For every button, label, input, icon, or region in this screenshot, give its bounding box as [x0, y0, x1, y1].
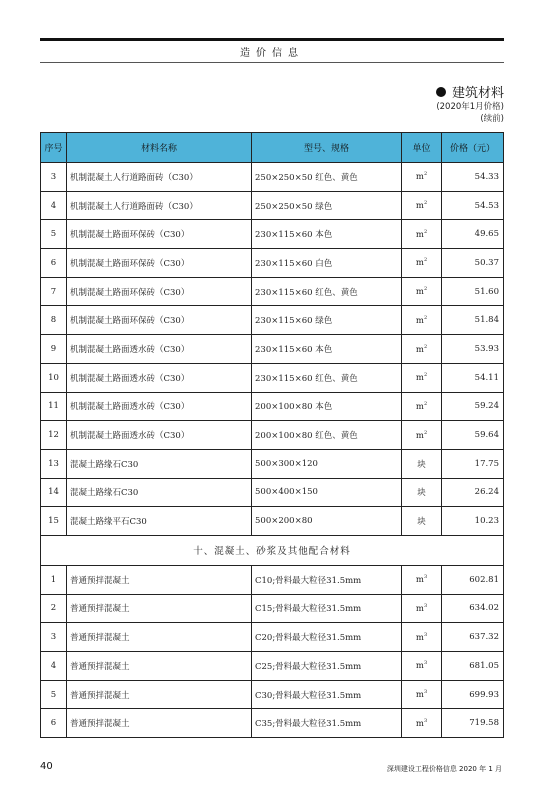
cell-no: 3: [41, 163, 67, 192]
cell-unit: [402, 306, 442, 335]
unit-base: m: [415, 430, 424, 441]
cell-unit: [402, 220, 442, 249]
cell-name: 机制混凝土路面环保砖（C30）: [67, 220, 252, 249]
cell-no: 9: [41, 335, 67, 364]
unit-base: m: [415, 401, 424, 412]
unit-exponent: 3: [423, 660, 428, 667]
cell-no: 15: [41, 507, 67, 536]
unit-base: 块: [417, 517, 426, 528]
table-row: [41, 478, 504, 507]
cell-price: 10.23: [442, 507, 504, 536]
unit-exponent: 2: [423, 343, 428, 350]
cell-price: 17.75: [442, 449, 504, 478]
cell-no: 5: [41, 220, 67, 249]
cell-no: 4: [41, 191, 67, 220]
cell-no: 2: [41, 594, 67, 623]
table-row: [41, 421, 504, 450]
cell-name: 混凝土路缘石C30: [67, 478, 252, 507]
cell-unit: [402, 335, 442, 364]
cell-name: 普通预拌混凝土: [67, 652, 252, 681]
header-top-rule: [40, 38, 504, 41]
cell-no: 4: [41, 652, 67, 681]
section-heading-cell: 十、混凝土、砂浆及其他配合材料: [41, 535, 504, 565]
cell-unit: [402, 565, 442, 594]
cell-name: 机制混凝土路面透水砖（C30）: [67, 392, 252, 421]
cell-name: 普通预拌混凝土: [67, 565, 252, 594]
cell-price: 637.32: [442, 623, 504, 652]
cell-no: 11: [41, 392, 67, 421]
unit-exponent: 2: [423, 429, 428, 436]
cell-price: 54.53: [442, 191, 504, 220]
cell-no: 12: [41, 421, 67, 450]
price-table: [40, 132, 504, 738]
unit-base: m: [415, 718, 424, 729]
unit-exponent: 2: [423, 200, 428, 207]
cell-spec: 250×250×50 红色、黄色: [252, 163, 402, 192]
unit-base: m: [415, 689, 424, 700]
unit-base: m: [415, 258, 424, 269]
column-header-name: 材料名称: [67, 133, 252, 163]
cell-unit: [402, 594, 442, 623]
cell-unit: [402, 709, 442, 738]
cell-name: 普通预拌混凝土: [67, 623, 252, 652]
table-row: [41, 392, 504, 421]
unit-base: m: [415, 200, 424, 211]
section-title: [436, 82, 504, 101]
table-row: [41, 163, 504, 192]
cell-unit: [402, 652, 442, 681]
unit-exponent: 2: [423, 228, 428, 235]
cell-spec: 230×115×60 红色、黄色: [252, 363, 402, 392]
cell-spec: C20;骨料最大粒径31.5mm: [252, 623, 402, 652]
table-row: [41, 363, 504, 392]
table-body-section-heading: [41, 535, 504, 565]
table-header-row: [41, 133, 504, 163]
cell-price: 54.11: [442, 363, 504, 392]
cell-name: 机制混凝土人行道路面砖（C30）: [67, 191, 252, 220]
table-row: [41, 277, 504, 306]
unit-exponent: 2: [423, 257, 428, 264]
table-body-section-a: [41, 163, 504, 536]
unit-base: m: [415, 229, 424, 240]
cell-unit: [402, 249, 442, 278]
cell-spec: 500×300×120: [252, 449, 402, 478]
cell-no: 14: [41, 478, 67, 507]
cell-spec: 230×115×60 本色: [252, 335, 402, 364]
cell-spec: C35;骨料最大粒径31.5mm: [252, 709, 402, 738]
cell-no: 10: [41, 363, 67, 392]
cell-unit: [402, 507, 442, 536]
cell-price: 26.24: [442, 478, 504, 507]
unit-base: m: [415, 603, 424, 614]
table-row: [41, 680, 504, 709]
table-row: [41, 449, 504, 478]
cell-unit: [402, 478, 442, 507]
cell-name: 机制混凝土路面环保砖（C30）: [67, 306, 252, 335]
cell-price: 681.05: [442, 652, 504, 681]
unit-base: 块: [417, 488, 426, 499]
table-row: [41, 565, 504, 594]
unit-base: 块: [417, 459, 426, 470]
cell-name: 混凝土路缘平石C30: [67, 507, 252, 536]
cell-price: 50.37: [442, 249, 504, 278]
unit-exponent: 2: [423, 171, 428, 178]
table-row: [41, 709, 504, 738]
cell-spec: 250×250×50 绿色: [252, 191, 402, 220]
cell-price: 59.64: [442, 421, 504, 450]
unit-exponent: 2: [423, 400, 428, 407]
section-heading-block: [436, 82, 504, 125]
table-row: [41, 220, 504, 249]
section-title-text: 建筑材料: [451, 86, 504, 101]
cell-no: 6: [41, 249, 67, 278]
cell-name: 普通预拌混凝土: [67, 594, 252, 623]
unit-base: m: [415, 373, 424, 384]
cell-name: 机制混凝土路面透水砖（C30）: [67, 421, 252, 450]
table-row: [41, 249, 504, 278]
unit-exponent: 3: [423, 689, 428, 696]
cell-spec: 500×200×80: [252, 507, 402, 536]
table-body-section-b: [41, 565, 504, 737]
cell-unit: [402, 392, 442, 421]
cell-spec: 500×400×150: [252, 478, 402, 507]
cell-spec: C10;骨料最大粒径31.5mm: [252, 565, 402, 594]
unit-base: m: [415, 632, 424, 643]
cell-spec: 230×115×60 绿色: [252, 306, 402, 335]
cell-price: 51.60: [442, 277, 504, 306]
unit-base: m: [415, 661, 424, 672]
cell-unit: [402, 449, 442, 478]
cell-spec: 230×115×60 本色: [252, 220, 402, 249]
unit-exponent: 3: [423, 574, 428, 581]
cell-price: 602.81: [442, 565, 504, 594]
cell-unit: [402, 421, 442, 450]
cell-name: 机制混凝土路面环保砖（C30）: [67, 277, 252, 306]
cell-price: 699.93: [442, 680, 504, 709]
unit-exponent: 3: [423, 603, 428, 610]
cell-name: 机制混凝土路面透水砖（C30）: [67, 335, 252, 364]
cell-spec: C15;骨料最大粒径31.5mm: [252, 594, 402, 623]
cell-name: 机制混凝土人行道路面砖（C30）: [67, 163, 252, 192]
cell-unit: [402, 277, 442, 306]
unit-base: m: [415, 287, 424, 297]
cell-price: 719.58: [442, 709, 504, 738]
cell-price: 634.02: [442, 594, 504, 623]
filled-circle-icon: [436, 87, 446, 97]
price-date-note: (2020年1月价格): [436, 102, 504, 112]
table-row: [41, 507, 504, 536]
table-row: [41, 623, 504, 652]
unit-base: m: [415, 172, 424, 183]
cell-no: 1: [41, 565, 67, 594]
cell-name: 机制混凝土路面环保砖（C30）: [67, 249, 252, 278]
unit-base: m: [415, 315, 424, 326]
unit-base: m: [415, 344, 424, 355]
column-header-unit: 单位: [402, 133, 442, 163]
cell-name: 混凝土路缘石C30: [67, 449, 252, 478]
cell-spec: 200×100×80 红色、黄色: [252, 421, 402, 450]
cell-no: 13: [41, 449, 67, 478]
cell-price: 49.65: [442, 220, 504, 249]
publication-footer: 深圳建设工程价格信息 2020 年 1 月: [386, 765, 502, 773]
table-row: [41, 594, 504, 623]
cell-no: 8: [41, 306, 67, 335]
cell-no: 3: [41, 623, 67, 652]
cell-unit: [402, 623, 442, 652]
unit-base: m: [415, 575, 424, 586]
cell-price: 53.93: [442, 335, 504, 364]
column-header-spec: 型号、规格: [252, 133, 402, 163]
table-row: [41, 335, 504, 364]
cell-no: 6: [41, 709, 67, 738]
continued-note: (续前): [480, 114, 504, 124]
cell-name: 普通预拌混凝土: [67, 709, 252, 738]
cell-no: 7: [41, 277, 67, 306]
cell-spec: C30;骨料最大粒径31.5mm: [252, 680, 402, 709]
section-heading-row: [41, 535, 504, 565]
unit-exponent: 3: [423, 631, 428, 638]
table-row: [41, 306, 504, 335]
table-row: [41, 652, 504, 681]
cell-name: 机制混凝土路面透水砖（C30）: [67, 363, 252, 392]
unit-exponent: 2: [423, 286, 428, 293]
cell-spec: 200×100×80 本色: [252, 392, 402, 421]
cell-no: 5: [41, 680, 67, 709]
cell-unit: [402, 680, 442, 709]
cell-spec: 230×115×60 白色: [252, 249, 402, 278]
cell-price: 51.84: [442, 306, 504, 335]
cell-unit: [402, 163, 442, 192]
cell-unit: [402, 191, 442, 220]
unit-exponent: 3: [423, 717, 428, 724]
column-header-no: 序号: [41, 133, 67, 163]
unit-exponent: 2: [423, 314, 428, 321]
cell-spec: C25;骨料最大粒径31.5mm: [252, 652, 402, 681]
cell-spec: 230×115×60 红色、黄色: [252, 277, 402, 306]
table-row: [41, 191, 504, 220]
running-header-title: 造价信息: [240, 48, 304, 59]
cell-price: 54.33: [442, 163, 504, 192]
cell-price: 59.24: [442, 392, 504, 421]
column-header-price: 价格（元）: [442, 133, 504, 163]
cell-unit: [402, 363, 442, 392]
page-number: 40: [40, 761, 53, 772]
cell-name: 普通预拌混凝土: [67, 680, 252, 709]
header-bottom-rule: [40, 62, 504, 63]
unit-exponent: 2: [423, 372, 428, 379]
